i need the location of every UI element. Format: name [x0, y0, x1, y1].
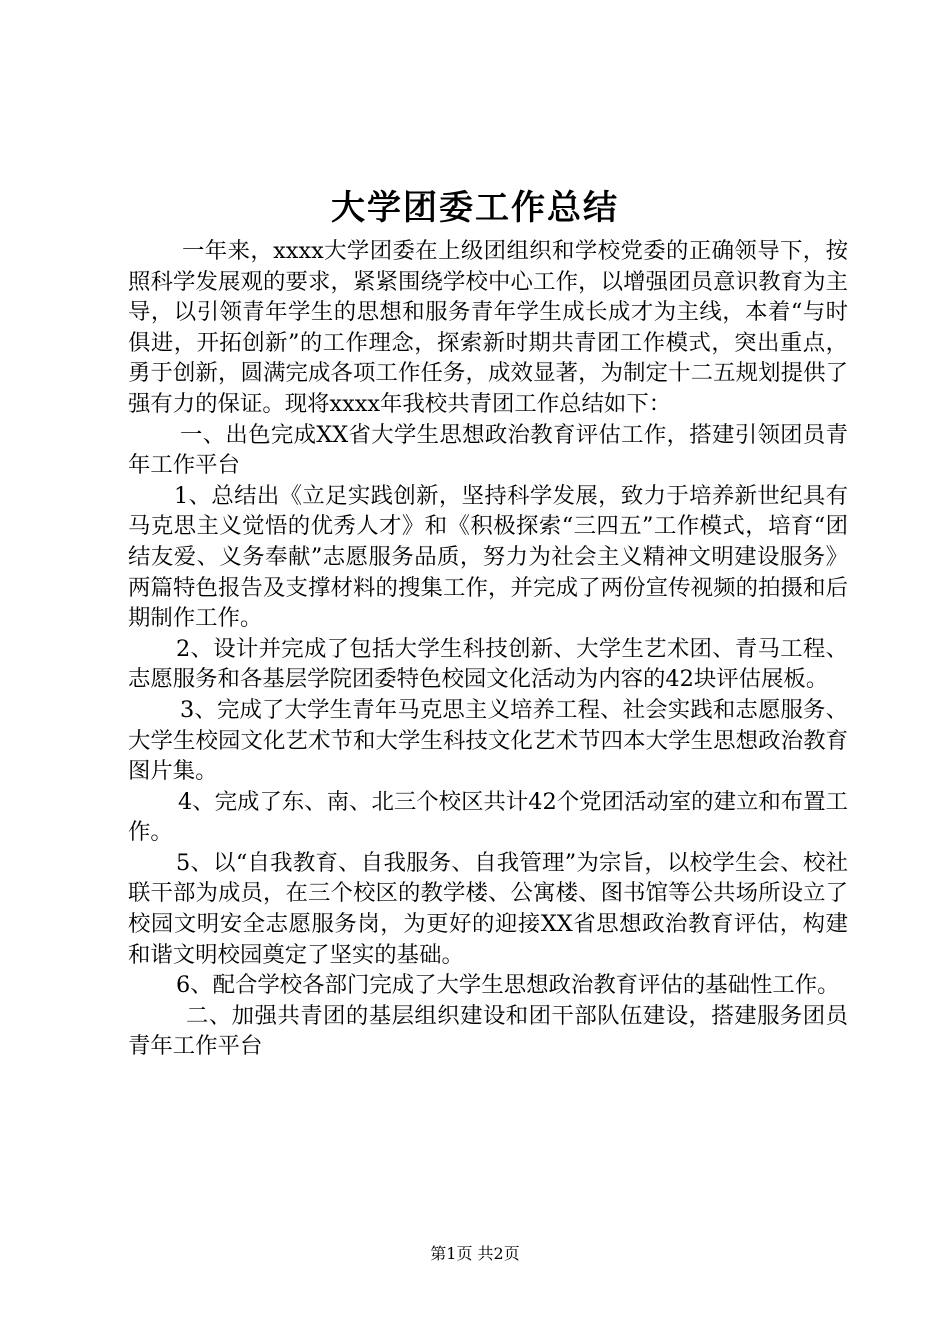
section-heading-2: 二、加强共青团的基层组织建设和团干部队伍建设，搭建服务团员青年工作平台	[128, 1002, 848, 1060]
document-title: 大学团委工作总结	[331, 188, 619, 228]
paragraph-intro: 一年来，xxxx大学团委在上级团组织和学校党委的正确领导下，按照科学发展观的要求，紧紧围绕学校中心工作，以增强团员意识教育为主导，以引领青年学生的思想和服务青年学生成长成才为主线，本着“与时俱进，开拓创新”的工作理念，探索新时期共青团工作模式，突出重点，勇于创新，圆满完成各项工作任务，成效显著，为制定十二五规划提供了强有力的保证。现将xxxx年我校共青团工作总结如下：	[128, 238, 848, 417]
paragraph-item-4: 4、完成了东、南、北三个校区共计42个党团活动室的建立和布置工作。	[128, 788, 848, 846]
page-number-footer: 第1页 共2页	[430, 1244, 520, 1263]
paragraph-item-2: 2、设计并完成了包括大学生科技创新、大学生艺术团、青马工程、志愿服务和各基层学院团委特色校园文化活动为内容的42块评估展板。	[128, 635, 848, 693]
paragraph-item-1: 1、总结出《立足实践创新，坚持科学发展，致力于培养新世纪具有马克思主义觉悟的优秀人才》和《积极探索“三四五”工作模式，培育“团结友爱、义务奉献”志愿服务品质，努力为社会主义精神文明建设服务》两篇特色报告及支撑材料的搜集工作，并完成了两份宣传视频的拍摄和后期制作工作。	[128, 482, 848, 632]
document-body	[128, 236, 848, 1062]
paragraph-item-3: 3、完成了大学生青年马克思主义培养工程、社会实践和志愿服务、大学生校园文化艺术节和大学生科技文化艺术节四本大学生思想政治教育图片集。	[128, 696, 848, 785]
section-heading-1: 一、出色完成XX省大学生思想政治教育评估工作，搭建引领团员青年工作平台	[128, 421, 848, 479]
paragraph-item-6: 6、配合学校各部门完成了大学生思想政治教育评估的基础性工作。	[176, 972, 840, 999]
paragraph-item-5: 5、以“自我教育、自我服务、自我管理”为宗旨，以校学生会、校社联干部为成员，在三个校区的教学楼、公寓楼、图书馆等公共场所设立了校园文明安全志愿服务岗，为更好的迎接XX省思想政治教育评估，构建和谐文明校园奠定了坚实的基础。	[128, 849, 848, 968]
